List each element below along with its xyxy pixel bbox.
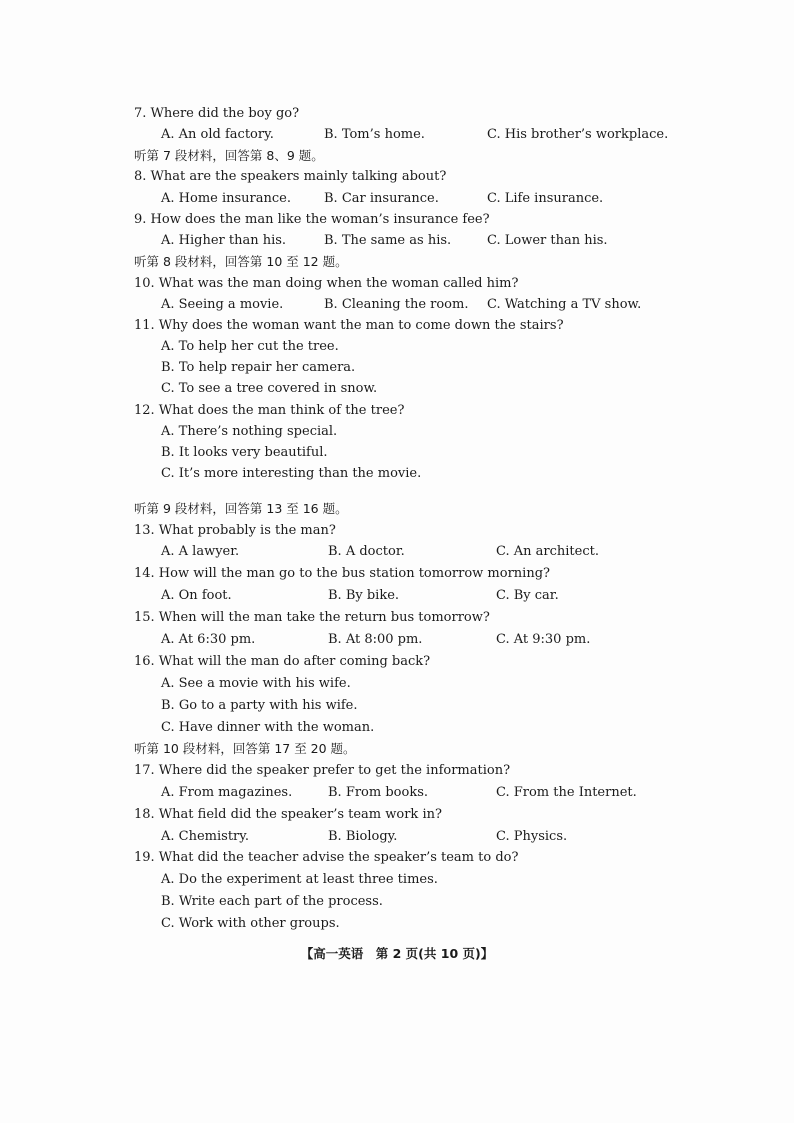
q19-option-b: B. Write each part of the process. [161,894,383,909]
q13-option-c: C. An architect. [496,544,599,559]
q11-option-a: A. To help her cut the tree. [161,339,339,354]
q19-option-a: A. Do the experiment at least three times. [161,872,438,887]
q16-option-b: B. Go to a party with his wife. [161,698,358,713]
question-11: 11. Why does the woman want the man to come down the stairs? [134,318,564,333]
question-15: 15. When will the man take the return bus tomorrow? [134,610,490,625]
q16-option-c: C. Have dinner with the woman. [161,720,375,735]
question-18: 18. What field did the speaker’s team work in? [134,807,442,822]
q7-option-c: C. His brother’s workplace. [487,127,669,142]
section-heading-8: 听第 8 段材料，回答第 10 至 12 题。 [134,254,348,269]
q7-option-b: B. Tom’s home. [324,127,425,142]
q14-option-a: A. On foot. [161,588,232,603]
q9-option-b: B. The same as his. [324,233,452,248]
question-17: 17. Where did the speaker prefer to get the information? [134,763,511,778]
q11-option-c: C. To see a tree covered in snow. [161,381,378,396]
q14-option-c: C. By car. [496,588,559,603]
question-9: 9. How does the man like the woman’s insurance fee? [134,212,490,227]
question-16: 16. What will the man do after coming back? [134,654,431,669]
question-14: 14. How will the man go to the bus station tomorrow morning? [134,566,550,581]
q9-option-c: C. Lower than his. [487,233,608,248]
q12-option-a: A. There’s nothing special. [161,424,338,439]
q17-option-a: A. From magazines. [161,785,293,800]
q10-option-c: C. Watching a TV show. [487,297,642,312]
q15-option-a: A. At 6:30 pm. [161,632,256,647]
question-19: 19. What did the teacher advise the speaker’s team to do? [134,850,519,865]
q10-option-a: A. Seeing a movie. [161,297,284,312]
q13-option-b: B. A doctor. [328,544,405,559]
question-8: 8. What are the speakers mainly talking about? [134,169,447,184]
q8-option-c: C. Life insurance. [487,191,604,206]
section-heading-9: 听第 9 段材料，回答第 13 至 16 题。 [134,501,348,516]
q10-option-b: B. Cleaning the room. [324,297,469,312]
q18-option-c: C. Physics. [496,829,568,844]
q15-option-b: B. At 8:00 pm. [328,632,423,647]
page-footer: 【高一英语 第 2 页(共 10 页)】 [300,946,494,961]
question-10: 10. What was the man doing when the woman called him? [134,276,519,291]
question-7: 7. Where did the boy go? [134,106,300,121]
q9-option-a: A. Higher than his. [161,233,287,248]
question-13: 13. What probably is the man? [134,523,336,538]
q7-option-a: A. An old factory. [161,127,274,142]
q12-option-b: B. It looks very beautiful. [161,445,328,460]
q17-option-b: B. From books. [328,785,428,800]
q16-option-a: A. See a movie with his wife. [161,676,351,691]
q11-option-b: B. To help repair her camera. [161,360,356,375]
q18-option-a: A. Chemistry. [161,829,250,844]
q8-option-a: A. Home insurance. [161,191,291,206]
q19-option-c: C. Work with other groups. [161,916,340,931]
q13-option-a: A. A lawyer. [161,544,240,559]
q14-option-b: B. By bike. [328,588,400,603]
q17-option-c: C. From the Internet. [496,785,637,800]
section-heading-7: 听第 7 段材料，回答第 8、9 题。 [134,148,324,163]
section-heading-10: 听第 10 段材料，回答第 17 至 20 题。 [134,741,356,756]
q8-option-b: B. Car insurance. [324,191,439,206]
q12-option-c: C. It’s more interesting than the movie. [161,466,422,481]
q18-option-b: B. Biology. [328,829,398,844]
question-12: 12. What does the man think of the tree? [134,403,405,418]
q15-option-c: C. At 9:30 pm. [496,632,591,647]
